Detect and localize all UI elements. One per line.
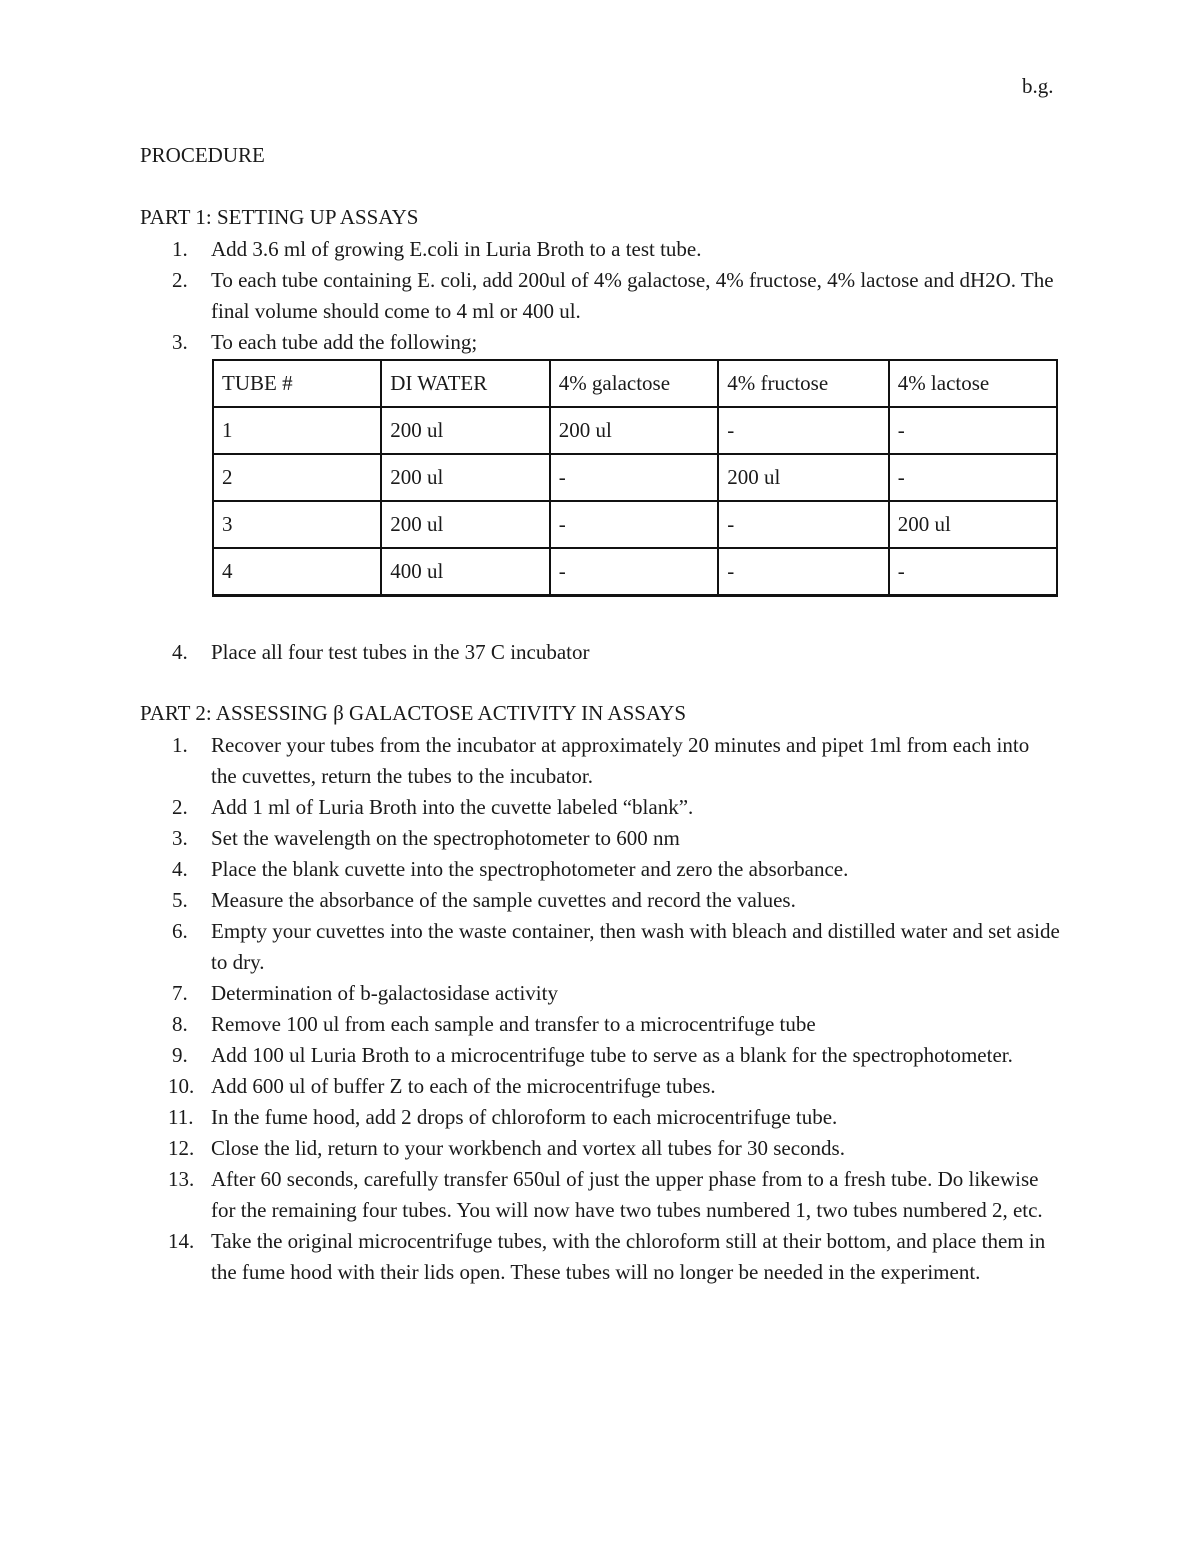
step-number: 14. bbox=[168, 1229, 195, 1253]
list-item bbox=[140, 265, 1060, 327]
table-cell: 2 bbox=[213, 454, 381, 501]
step-number: 3. bbox=[172, 330, 188, 354]
list-item bbox=[140, 1164, 1060, 1226]
table-row bbox=[213, 501, 1057, 548]
step-text: Determination of b-galactosidase activity bbox=[211, 981, 558, 1005]
list-item bbox=[140, 1071, 1060, 1102]
step-number: 2. bbox=[172, 795, 188, 819]
step-number: 11. bbox=[168, 1105, 194, 1129]
table-cell: 200 ul bbox=[381, 501, 549, 548]
author-initials: b.g. bbox=[1022, 74, 1054, 98]
table-cell: 400 ul bbox=[381, 548, 549, 596]
part2-steps bbox=[140, 730, 1060, 1288]
table-header-cell: DI WATER bbox=[381, 360, 549, 407]
step-number: 9. bbox=[172, 1043, 188, 1067]
table-cell: - bbox=[550, 454, 719, 501]
table-header-cell: TUBE # bbox=[213, 360, 381, 407]
step-text: Measure the absorbance of the sample cuvettes and record the values. bbox=[211, 888, 796, 912]
step-number: 12. bbox=[168, 1136, 195, 1160]
step-number: 8. bbox=[172, 1012, 188, 1036]
table-cell: 4 bbox=[213, 548, 381, 596]
table-header-cell: 4% galactose bbox=[550, 360, 719, 407]
step-number: 4. bbox=[172, 640, 188, 664]
list-item bbox=[140, 234, 1060, 265]
step-text: Add 3.6 ml of growing E.coli in Luria Broth to a test tube. bbox=[211, 237, 702, 261]
list-item bbox=[140, 637, 1060, 668]
step-text: Place the blank cuvette into the spectrophotometer and zero the absorbance. bbox=[211, 857, 849, 881]
list-item bbox=[140, 1040, 1060, 1071]
step-number: 2. bbox=[172, 268, 188, 292]
table-cell: 200 ul bbox=[889, 501, 1057, 548]
step-number: 7. bbox=[172, 981, 188, 1005]
step-text: Add 100 ul Luria Broth to a microcentrifuge tube to serve as a blank for the spectrophotometer. bbox=[211, 1043, 1013, 1067]
table-cell: - bbox=[718, 501, 888, 548]
part2-heading: PART 2: ASSESSING β GALACTOSE ACTIVITY IN ASSAYS bbox=[140, 701, 687, 725]
table-row bbox=[213, 548, 1057, 596]
step-text: After 60 seconds, carefully transfer 650ul of just the upper phase from to a fresh tube. Do likewise for the remaining four tubes. You will now have two tubes numbered 1, two tubes numbered 2, etc. bbox=[211, 1167, 1043, 1222]
list-item bbox=[140, 1009, 1060, 1040]
step-number: 1. bbox=[172, 237, 188, 261]
step-number: 3. bbox=[172, 826, 188, 850]
table-row bbox=[213, 454, 1057, 501]
list-item bbox=[140, 1102, 1060, 1133]
list-item bbox=[140, 792, 1060, 823]
step-text: In the fume hood, add 2 drops of chloroform to each microcentrifuge tube. bbox=[211, 1105, 838, 1129]
list-item bbox=[140, 327, 1060, 358]
step-number: 4. bbox=[172, 857, 188, 881]
step-text: Add 600 ul of buffer Z to each of the microcentrifuge tubes. bbox=[211, 1074, 716, 1098]
list-item bbox=[140, 730, 1060, 792]
step-text: Add 1 ml of Luria Broth into the cuvette labeled “blank”. bbox=[211, 795, 694, 819]
list-item bbox=[140, 885, 1060, 916]
table-cell: - bbox=[889, 454, 1057, 501]
step-text: To each tube containing E. coli, add 200ul of 4% galactose, 4% fructose, 4% lactose and dH2O. The final volume should come to 4 ml or 400 ul. bbox=[211, 268, 1054, 323]
table-header-row bbox=[213, 360, 1057, 407]
step-number: 10. bbox=[168, 1074, 195, 1098]
part1-final-step bbox=[140, 637, 1060, 668]
table-cell: - bbox=[718, 407, 888, 454]
list-item bbox=[140, 823, 1060, 854]
table-cell: - bbox=[550, 548, 719, 596]
list-item bbox=[140, 1226, 1060, 1288]
table-cell: - bbox=[889, 548, 1057, 596]
step-number: 13. bbox=[168, 1167, 195, 1191]
table-cell: 200 ul bbox=[381, 407, 549, 454]
table-cell: 200 ul bbox=[550, 407, 719, 454]
table-header-cell: 4% lactose bbox=[889, 360, 1057, 407]
step-text: Take the original microcentrifuge tubes, with the chloroform still at their bottom, and place them in the fume hood with their lids open. These tubes will no longer be needed in the experiment. bbox=[211, 1229, 1046, 1284]
table-cell: 1 bbox=[213, 407, 381, 454]
step-number: 1. bbox=[172, 733, 188, 757]
step-text: Empty your cuvettes into the waste container, then wash with bleach and distilled water and set aside to dry. bbox=[211, 919, 1060, 974]
reagent-table bbox=[212, 359, 1058, 597]
step-number: 5. bbox=[172, 888, 188, 912]
table-cell: 3 bbox=[213, 501, 381, 548]
table-cell: - bbox=[718, 548, 888, 596]
step-text: Close the lid, return to your workbench and vortex all tubes for 30 seconds. bbox=[211, 1136, 845, 1160]
step-text: Place all four test tubes in the 37 C incubator bbox=[211, 640, 590, 664]
table-row bbox=[213, 407, 1057, 454]
table-cell: - bbox=[889, 407, 1057, 454]
step-text: Recover your tubes from the incubator at approximately 20 minutes and pipet 1ml from each into the cuvettes, return the tubes to the incubator. bbox=[211, 733, 1030, 788]
table-cell: - bbox=[550, 501, 719, 548]
list-item bbox=[140, 978, 1060, 1009]
list-item bbox=[140, 916, 1060, 978]
table-header-cell: 4% fructose bbox=[718, 360, 888, 407]
step-text: To each tube add the following; bbox=[211, 330, 478, 354]
step-text: Remove 100 ul from each sample and transfer to a microcentrifuge tube bbox=[211, 1012, 816, 1036]
part1-heading: PART 1: SETTING UP ASSAYS bbox=[140, 205, 419, 229]
step-number: 6. bbox=[172, 919, 188, 943]
step-text: Set the wavelength on the spectrophotometer to 600 nm bbox=[211, 826, 680, 850]
table-cell: 200 ul bbox=[381, 454, 549, 501]
list-item bbox=[140, 854, 1060, 885]
page-title: PROCEDURE bbox=[140, 143, 265, 167]
list-item bbox=[140, 1133, 1060, 1164]
part1-steps bbox=[140, 234, 1060, 358]
table-cell: 200 ul bbox=[718, 454, 888, 501]
